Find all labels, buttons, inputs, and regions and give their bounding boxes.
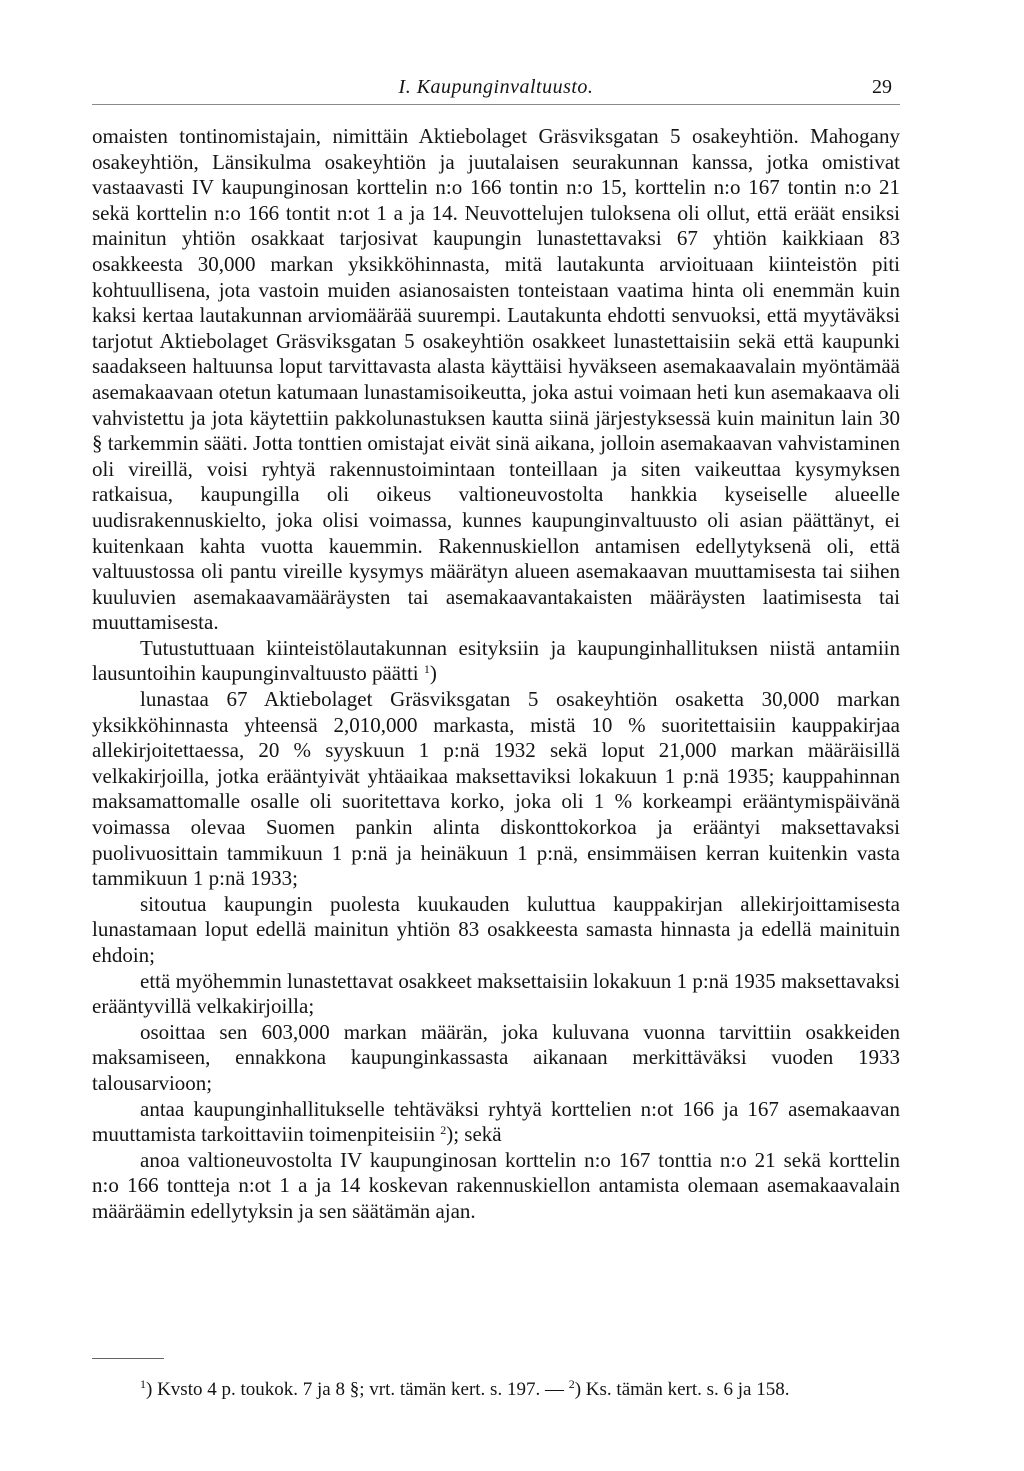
- running-title: I. Kaupunginvaltuusto.: [398, 76, 594, 98]
- body-text: [92, 124, 900, 1225]
- page-number: 29: [872, 76, 892, 98]
- footnotes: [92, 1378, 900, 1402]
- resolution-item-4: osoittaa sen 603,000 markan määrän, joka kuluvana vuonna tarvittiin osakkeiden maksamiseen, ennakkona kaupunginkassasta aikanaan merkittäväksi vuoden 1933 talousarvioon;: [92, 1019, 900, 1095]
- paragraph-2: Tutustuttuaan kiinteistölautakunnan esityksiin ja kaupunginhallituksen niistä antamiin lausuntoihin kaupunginvaltuusto päätti $^1$): [92, 635, 900, 686]
- footnote-rule: [92, 1358, 164, 1359]
- footnote-2-mark: 2: [568, 1377, 575, 1391]
- header-rule: [92, 104, 900, 105]
- footnote-ref-1: 1: [423, 662, 430, 677]
- resolution-item-3: että myöhemmin lunastettavat osakkeet maksettaisiin lokakuun 1 p:nä 1935 maksettavaksi erääntyvillä velkakirjoilla;: [92, 968, 900, 1019]
- footnote-ref-2: 2: [440, 1123, 447, 1138]
- paragraph-1: omaisten tontinomistajain, nimittäin Aktiebolaget Gräsviksgatan 5 osakeyhtiön. Mahogany osakeyhtiön, Länsikulma osakeyhtiön ja juutalaisen seurakunnan kanssa, jotka omistivat vastaavasti IV kaupunginosan korttelin n:o 166 tontin n:o 15, korttelin n:o 167 tontin n:o 21 sekä korttelin n:o 166 tontit n:ot 1 a ja 14. Neuvottelujen tuloksena oli ollut, että eräät ensiksi mainitun yhtiön osakkaat tarjosivat kaupungin lunastettavaksi 67 yhtiön kaikkiaan 83 osakkeesta 30,000 markan yksikköhinnasta, mitä lautakunta arvioituaan kiinteistön piti kohtuullisena, jota vastoin muiden asianosaisten tonteistaan vaatima hinta oli enemmän kuin kaksi kertaa lautakunnan arviomäärää suurempi. Lautakunta ehdotti senvuoksi, että myytäväksi tarjotut Aktiebolaget Gräsviksgatan 5 osakeyhtiön osakkeet lunastettaisiin sekä että kaupunki saadakseen haltuunsa loput tarvittavasta alasta käyttäisi hyväkseen asemakaavalain myöntämää asemakaavaan otetun katumaan lunastamisoikeutta, joka astui voimaan heti kun asemakaava oli vahvistettu ja jota käytettiin pakkolunastuksen kautta siinä järjestyksessä kuin mainitun lain 30 § tarkemmin sääti. Jotta tonttien omistajat eivät sinä aikana, jolloin asemakaavan vahvistaminen oli vireillä, voisi ryhtyä rakennustoimintaan tonteillaan ja siten vaikeuttaa kysymyksen ratkaisua, kaupungilla oli oikeus valtioneuvostolta hankkia kyseiselle alueelle uudisrakennuskielto, joka olisi voimassa, kunnes kaupunginvaltuusto oli asian päättänyt, ei kuitenkaan kahta vuotta kauemmin. Rakennuskiellon antamisen edellytyksenä oli, että valtuustossa oli pantu vireille kysymys määrätyn alueen asemakaavan muuttamisesta tai siihen kuuluvien asemakaavamääräysten tai asemakaavantakaisten määräysten laatimisesta tai muuttamisesta.: [92, 124, 900, 635]
- page-header: [92, 70, 900, 110]
- resolution-item-5-end: ); sekä: [446, 1122, 502, 1147]
- footnote-2-text: ) Ks. tämän kert. s. 6 ja 158.: [574, 1379, 790, 1400]
- resolution-item-1: lunastaa 67 Aktiebolaget Gräsviksgatan 5 osakeyhtiön osaketta 30,000 markan yksikköhinnasta yhteensä 2,010,000 markasta, mistä 10 % suoritettaisiin kauppakirjaa allekirjoitettaessa, 20 % syyskuun 1 p:nä 1932 sekä loput 21,000 markan määräisillä velkakirjoilla, jotka erääntyivät yhtäaikaa maksettaviksi lokakuun 1 p:nä 1935; kauppahinnan maksamattomalle osalle oli suoritettava korko, joka oli 1 % korkeampi erääntymispäivänä voimassa olevaa Suomen pankin alinta diskonttokorkoa ja erääntyi maksettavaksi puolivuosittain tammikuun 1 p:nä ja heinäkuun 1 p:nä, ensimmäisen kerran kuitenkin vasta tammikuun 1 p:nä 1933;: [92, 687, 900, 891]
- resolution-item-5: [92, 1097, 900, 1148]
- resolution-item-2: sitoutua kaupungin puolesta kuukauden kuluttua kauppakirjan allekirjoittamisesta lunastamaan loput edellä mainitun yhtiön 83 osakkeesta samasta hinnasta ja edellä mainituin ehdoin;: [92, 891, 900, 967]
- paragraph-2-text: Tutustuttuaan kiinteistölautakunnan esityksiin ja kaupunginhallituksen niistä antamiin lausuntoihin kaupunginvaltuusto päätti: [92, 635, 900, 686]
- resolution-item-5-text: antaa kaupunginhallitukselle tehtäväksi ryhtyä korttelien n:ot 166 ja 167 asemakaavan muuttamista tarkoittaviin toimenpiteisiin: [92, 1096, 900, 1147]
- footnote-1-mark: 1: [140, 1377, 146, 1391]
- footnote-1-text: ) Kvsto 4 p. toukok. 7 ja 8 §; vrt. tämän kert. s. 197. —: [146, 1379, 564, 1400]
- resolution-item-6: anoa valtioneuvostolta IV kaupunginosan korttelin n:o 167 tonttia n:o 21 sekä korttelin n:o 166 tontteja n:ot 1 a ja 14 koskevan rakennuskiellon antamista olemaan asemakaavalain määräämin edellytyksin ja sen säätämän ajan.: [92, 1147, 900, 1223]
